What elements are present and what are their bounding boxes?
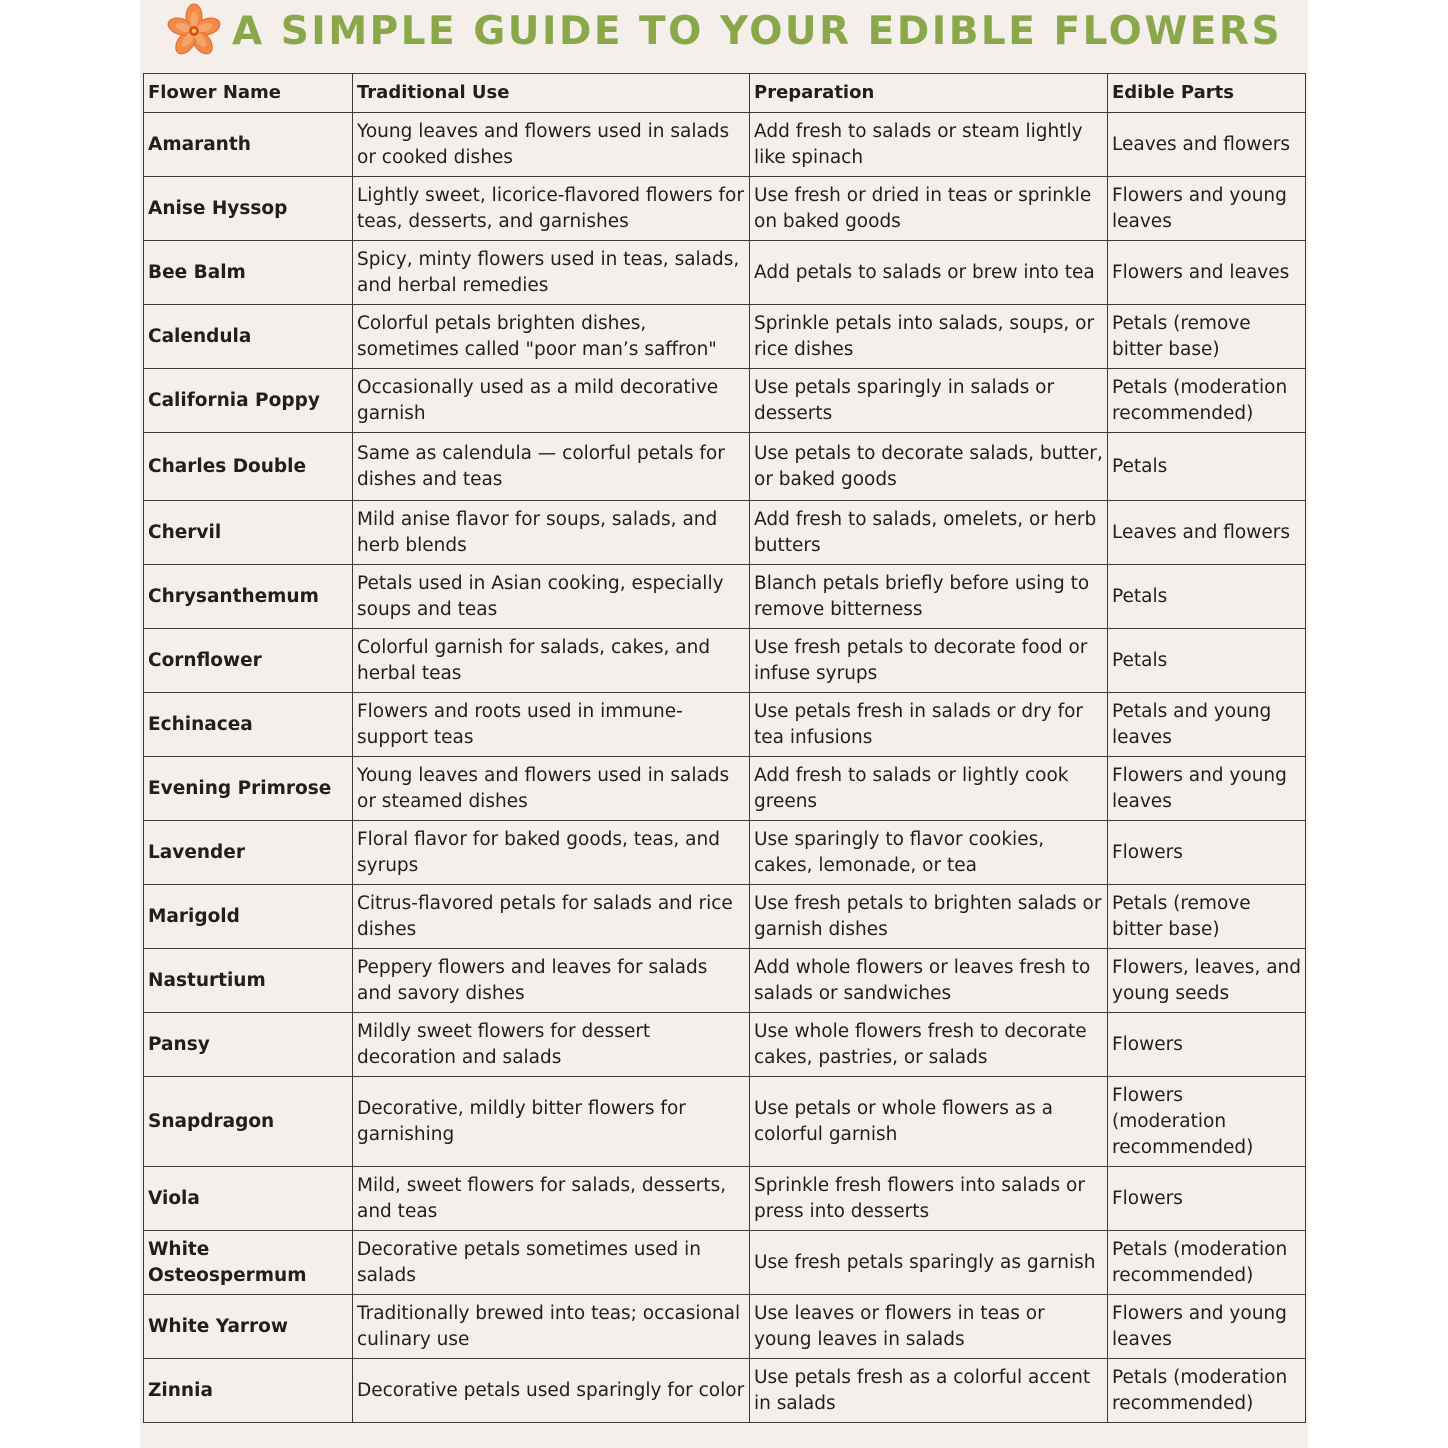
table-row <box>144 369 1306 433</box>
flower-name-cell: Amaranth <box>144 113 353 177</box>
edible-parts-cell: Flowers and leaves <box>1108 241 1306 305</box>
table-row <box>144 1359 1306 1423</box>
edible-parts-cell: Petals (remove bitter base) <box>1108 885 1306 949</box>
preparation-cell: Use petals or whole flowers as a colorful garnish <box>750 1077 1108 1167</box>
table-row <box>144 565 1306 629</box>
preparation-cell: Use petals sparingly in salads or desserts <box>750 369 1108 433</box>
traditional-use-cell: Citrus-flavored petals for salads and rice dishes <box>353 885 750 949</box>
table-row <box>144 693 1306 757</box>
table-row <box>144 113 1306 177</box>
flower-name-cell: White Yarrow <box>144 1295 353 1359</box>
edible-parts-cell: Petals (moderation recommended) <box>1108 369 1306 433</box>
preparation-cell: Use leaves or flowers in teas or young leaves in salads <box>750 1295 1108 1359</box>
traditional-use-cell: Floral flavor for baked goods, teas, and syrups <box>353 821 750 885</box>
edible-parts-cell: Petals and young leaves <box>1108 693 1306 757</box>
flower-name-cell: Marigold <box>144 885 353 949</box>
flower-name-cell: Nasturtium <box>144 949 353 1013</box>
edible-parts-cell: Flowers (moderation recommended) <box>1108 1077 1306 1167</box>
edible-parts-cell: Petals <box>1108 629 1306 693</box>
traditional-use-cell: Colorful petals brighten dishes, sometimes called "poor man’s saffron" <box>353 305 750 369</box>
table-row <box>144 757 1306 821</box>
flower-name-cell: Charles Double <box>144 433 353 501</box>
table-row <box>144 949 1306 1013</box>
preparation-cell: Use fresh or dried in teas or sprinkle on baked goods <box>750 177 1108 241</box>
edible-parts-cell: Petals <box>1108 433 1306 501</box>
traditional-use-cell: Spicy, minty flowers used in teas, salads, and herbal remedies <box>353 241 750 305</box>
table-row <box>144 1231 1306 1295</box>
preparation-cell: Sprinkle petals into salads, soups, or rice dishes <box>750 305 1108 369</box>
edible-parts-cell: Flowers <box>1108 1013 1306 1077</box>
preparation-cell: Sprinkle fresh flowers into salads or press into desserts <box>750 1167 1108 1231</box>
traditional-use-cell: Mild, sweet flowers for salads, desserts, and teas <box>353 1167 750 1231</box>
flower-name-cell: Echinacea <box>144 693 353 757</box>
preparation-cell: Use fresh petals to decorate food or infuse syrups <box>750 629 1108 693</box>
flower-name-cell: Chrysanthemum <box>144 565 353 629</box>
flower-name-cell: Anise Hyssop <box>144 177 353 241</box>
table-row <box>144 885 1306 949</box>
traditional-use-cell: Decorative petals used sparingly for color <box>353 1359 750 1423</box>
edible-parts-cell: Leaves and flowers <box>1108 113 1306 177</box>
traditional-use-cell: Mildly sweet flowers for dessert decoration and salads <box>353 1013 750 1077</box>
edible-parts-cell: Petals <box>1108 565 1306 629</box>
preparation-cell: Use petals fresh in salads or dry for tea infusions <box>750 693 1108 757</box>
traditional-use-cell: Young leaves and flowers used in salads or cooked dishes <box>353 113 750 177</box>
traditional-use-cell: Colorful garnish for salads, cakes, and herbal teas <box>353 629 750 693</box>
table-row <box>144 1295 1306 1359</box>
preparation-cell: Add fresh to salads, omelets, or herb butters <box>750 501 1108 565</box>
page-header <box>140 0 1308 62</box>
flower-name-cell: Evening Primrose <box>144 757 353 821</box>
traditional-use-cell: Young leaves and flowers used in salads or steamed dishes <box>353 757 750 821</box>
flower-name-cell: Chervil <box>144 501 353 565</box>
preparation-cell: Use sparingly to flavor cookies, cakes, lemonade, or tea <box>750 821 1108 885</box>
table-row <box>144 1077 1306 1167</box>
edible-flowers-table <box>143 73 1306 1423</box>
edible-parts-cell: Flowers and young leaves <box>1108 177 1306 241</box>
preparation-cell: Use petals to decorate salads, butter, or baked goods <box>750 433 1108 501</box>
traditional-use-cell: Peppery flowers and leaves for salads and savory dishes <box>353 949 750 1013</box>
edible-parts-cell: Flowers and young leaves <box>1108 757 1306 821</box>
flower-name-cell: Lavender <box>144 821 353 885</box>
preparation-cell: Use fresh petals sparingly as garnish <box>750 1231 1108 1295</box>
flower-name-cell: Calendula <box>144 305 353 369</box>
table-row <box>144 433 1306 501</box>
flower-icon <box>166 3 222 59</box>
edible-parts-cell: Petals (remove bitter base) <box>1108 305 1306 369</box>
preparation-cell: Blanch petals briefly before using to remove bitterness <box>750 565 1108 629</box>
preparation-cell: Use fresh petals to brighten salads or garnish dishes <box>750 885 1108 949</box>
page-title: A SIMPLE GUIDE TO YOUR EDIBLE FLOWERS <box>231 8 1283 54</box>
preparation-cell: Add fresh to salads or lightly cook greens <box>750 757 1108 821</box>
traditional-use-cell: Occasionally used as a mild decorative garnish <box>353 369 750 433</box>
table-row <box>144 1167 1306 1231</box>
column-header-flower-name: Flower Name <box>144 74 353 113</box>
traditional-use-cell: Mild anise flavor for soups, salads, and herb blends <box>353 501 750 565</box>
table-row <box>144 305 1306 369</box>
edible-parts-cell: Leaves and flowers <box>1108 501 1306 565</box>
column-header-preparation: Preparation <box>750 74 1108 113</box>
table-header-row <box>144 74 1306 113</box>
flower-name-cell: White Osteospermum <box>144 1231 353 1295</box>
flower-name-cell: Bee Balm <box>144 241 353 305</box>
flower-name-cell: Snapdragon <box>144 1077 353 1167</box>
edible-parts-cell: Flowers, leaves, and young seeds <box>1108 949 1306 1013</box>
edible-parts-cell: Petals (moderation recommended) <box>1108 1359 1306 1423</box>
table-row <box>144 1013 1306 1077</box>
preparation-cell: Add petals to salads or brew into tea <box>750 241 1108 305</box>
flower-name-cell: Zinnia <box>144 1359 353 1423</box>
flower-name-cell: California Poppy <box>144 369 353 433</box>
traditional-use-cell: Flowers and roots used in immune-support teas <box>353 693 750 757</box>
traditional-use-cell: Decorative petals sometimes used in salads <box>353 1231 750 1295</box>
table-row <box>144 821 1306 885</box>
column-header-edible-parts: Edible Parts <box>1108 74 1306 113</box>
flower-name-cell: Pansy <box>144 1013 353 1077</box>
table-row <box>144 177 1306 241</box>
column-header-traditional-use: Traditional Use <box>353 74 750 113</box>
traditional-use-cell: Decorative, mildly bitter flowers for garnishing <box>353 1077 750 1167</box>
preparation-cell: Add whole flowers or leaves fresh to salads or sandwiches <box>750 949 1108 1013</box>
edible-parts-cell: Petals (moderation recommended) <box>1108 1231 1306 1295</box>
traditional-use-cell: Traditionally brewed into teas; occasional culinary use <box>353 1295 750 1359</box>
flower-name-cell: Viola <box>144 1167 353 1231</box>
preparation-cell: Add fresh to salads or steam lightly like spinach <box>750 113 1108 177</box>
traditional-use-cell: Same as calendula — colorful petals for dishes and teas <box>353 433 750 501</box>
edible-parts-cell: Flowers <box>1108 821 1306 885</box>
preparation-cell: Use petals fresh as a colorful accent in salads <box>750 1359 1108 1423</box>
flower-name-cell: Cornflower <box>144 629 353 693</box>
table-row <box>144 241 1306 305</box>
traditional-use-cell: Lightly sweet, licorice-flavored flowers for teas, desserts, and garnishes <box>353 177 750 241</box>
edible-parts-cell: Flowers and young leaves <box>1108 1295 1306 1359</box>
edible-parts-cell: Flowers <box>1108 1167 1306 1231</box>
traditional-use-cell: Petals used in Asian cooking, especially soups and teas <box>353 565 750 629</box>
table-row <box>144 501 1306 565</box>
preparation-cell: Use whole flowers fresh to decorate cakes, pastries, or salads <box>750 1013 1108 1077</box>
table-row <box>144 629 1306 693</box>
